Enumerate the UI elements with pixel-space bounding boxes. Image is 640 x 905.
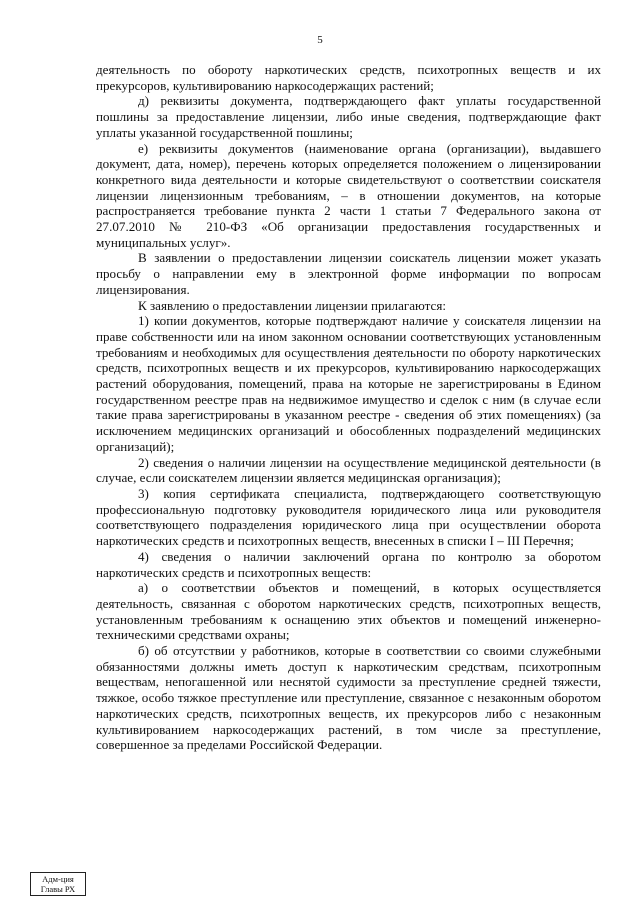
paragraph-attachments-intro: К заявлению о предоставлении лицензии прилагаются:: [138, 297, 447, 313]
paragraph-item-2: 2) сведения о наличии лицензии на осуществление медицинской деятельности (в случае, если соискателем лицензии является медицинская организация);: [96, 454, 601, 486]
paragraph-item-1: 1) копии документов, которые подтверждают наличие у соискателя лицензии на праве собственности или на ином законном основании соответствующих установленным требованиям и необходимых для осуществления деятельности по обороту наркотических средств, психотропных веществ и их прекурсоров, культивированию наркосодержащих растений оборудования, помещений, права на которые не зарегистрированы в Едином государственном реестре прав на недвижимое имущество и сделок с ним (в случае если такие права зарегистрированы в указанном реестре - сведения об этих помещениях) (за исключением медицинских организаций и обособленных подразделений медицинских организаций);: [96, 313, 601, 454]
paragraph-item-4: 4) сведения о наличии заключений органа по контролю за оборотом наркотических средств и психотропных веществ:: [96, 548, 601, 580]
paragraph-item-e: е) реквизиты документов (наименование органа (организации), выдавшего документ, дата, номер), перечень которых определяется положением о лицензировании конкретного вида деятельности и которые свидетельствуют о соответствии соискателя лицензии лицензионным требованиям, – в отношении документов, на которые распространяется требование пункта 2 части 1 статьи 7 Федерального закона от 27.07.2010 № 210-ФЗ «Об организации предоставления государственных и муниципальных услуг».: [96, 140, 601, 250]
paragraph-continuation: деятельность по обороту наркотических средств, психотропных веществ и их прекурсоров, культивированию наркосодержащих растений;: [96, 62, 601, 93]
document-body: [96, 62, 601, 753]
paragraph-item-4b: б) об отсутствии у работников, которые в соответствии со своими служебными обязанностями должны иметь доступ к наркотическим средствам, психотропным веществам, непогашенной или неснятой судимости за преступление средней тяжести, тяжкое, особо тяжкое преступление или преступление, связанное с незаконным оборотом наркотических средств, психотропных веществ, их прекурсоров либо с незаконным культивированием наркосодержащих растений, в том числе за преступление, совершенное за пределами Российской Федерации.: [96, 643, 601, 753]
paragraph-item-d: д) реквизиты документа, подтверждающего факт уплаты государственной пошлины за предоставление лицензии, либо иные сведения, подтверждающие факт уплаты указанной государственной пошлины;: [96, 93, 601, 140]
paragraph-electronic-request: В заявлении о предоставлении лицензии соискатель лицензии может указать просьбу о направлении ему в электронной форме информации по вопросам лицензирования.: [96, 250, 601, 297]
paragraph-item-4a: а) о соответствии объектов и помещений, в которых осуществляется деятельность, связанная с оборотом наркотических средств, психотропных веществ, установленным требованиям к оснащению этих объектов и помещений инженерно-техническими средствами охраны;: [96, 580, 601, 643]
stamp-line-2: Главы РХ: [40, 884, 76, 894]
administration-stamp: [30, 872, 86, 896]
stamp-line-1: Адм-ция: [42, 874, 74, 884]
paragraph-item-3: 3) копия сертификата специалиста, подтверждающего соответствующую профессиональную подготовку руководителя юридического лица или руководителя соответствующего подразделения юридического лица при осуществлении оборота наркотических средств и психотропных веществ, внесенных в списки I – III Перечня;: [96, 485, 601, 549]
page-number: 5: [317, 34, 323, 46]
